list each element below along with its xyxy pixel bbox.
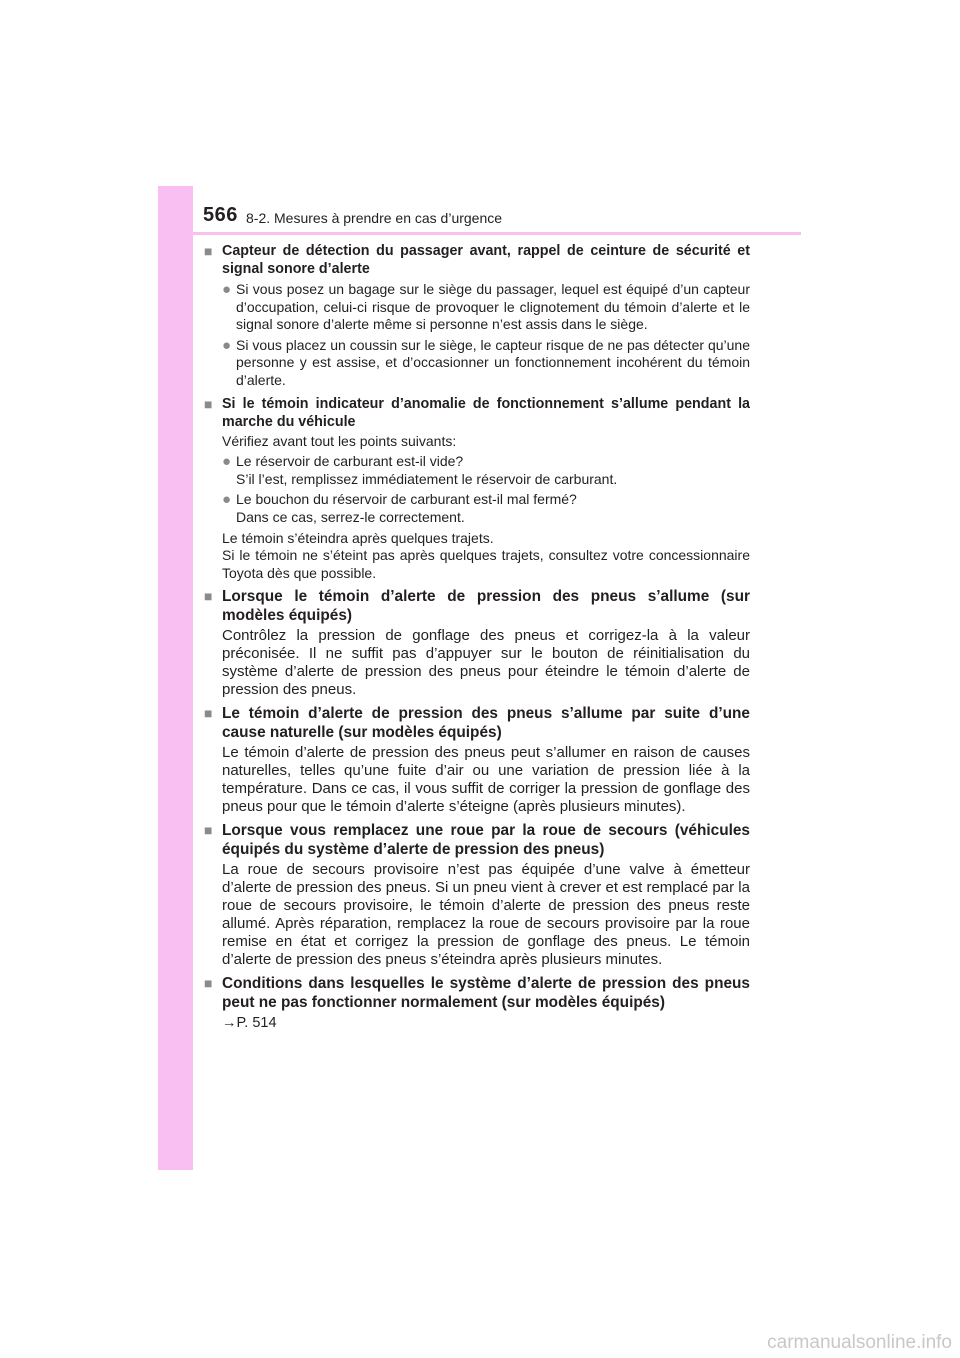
square-bullet-icon: ■ xyxy=(204,588,213,605)
section-body: Le témoin d’alerte de pression des pneus peut s’allumer en raison de causes naturelles, telles qu’une fuite d’air ou une variation de pression liée à la température. Dans ce cas, il vous suffit de corriger la pression de gonflage des pneus pour que le témoin d’alerte s’éteigne (après plusieurs minutes). xyxy=(222,744,750,816)
section-abnormal-conditions xyxy=(204,974,750,1032)
list-item xyxy=(222,491,750,526)
section-heading: Le témoin d’alerte de pression des pneus s’allume par suite d’une cause naturelle (sur modèles équipés) xyxy=(222,705,750,742)
section-heading: Capteur de détection du passager avant, rappel de ceinture de sécurité et signal sonore d’alerte xyxy=(222,243,750,277)
list-item-question: Le réservoir de carburant est-il vide? xyxy=(236,453,464,470)
main-content xyxy=(204,242,750,1034)
section-heading: Lorsque le témoin d’alerte de pression des pneus s’allume (sur modèles équipés) xyxy=(222,588,750,625)
page-number: 566 xyxy=(203,204,238,226)
circle-bullet-icon: ● xyxy=(222,491,232,509)
list-item xyxy=(222,337,750,390)
list-item-text: Si vous posez un bagage sur le siège du passager, lequel est équipé d’un capteur d’occupation, celui-ci risque de provoquer le clignotement du témoin d’alerte et le signal sonore d’alerte même si personne n’est assis dans le siège. xyxy=(236,281,750,333)
list-item-answer: S’il l’est, remplissez immédiatement le réservoir de carburant. xyxy=(236,470,618,487)
section-intro: Vérifiez avant tout les points suivants: xyxy=(222,432,457,449)
square-bullet-icon: ■ xyxy=(204,243,213,259)
section-outro xyxy=(222,530,750,583)
section-heading: Conditions dans lesquelles le système d’alerte de pression des pneus peut ne pas fonctionner normalement (sur modèles équipés) xyxy=(222,975,750,1012)
square-bullet-icon: ■ xyxy=(204,975,213,992)
section-heading: Si le témoin indicateur d’anomalie de fonctionnement s’allume pendant la marche du véhicule xyxy=(222,395,750,430)
section-body: La roue de secours provisoire n’est pas équipée d’une valve à émetteur d’alerte de pression des pneus. Si un pneu vient à crever et est remplacé par la roue de secours provisoire, le témoin d’alerte de pression des pneus reste allumé. Après réparation, remplacez la roue de secours provisoire par la roue remise en état et corrigez la pression de gonflage des pneus. Le témoin d’alerte de pression des pneus s’éteindra après plusieurs minutes. xyxy=(222,861,750,969)
circle-bullet-icon: ● xyxy=(222,281,232,298)
page-reference-link[interactable]: →P. 514 xyxy=(222,1015,277,1032)
section-spare-wheel xyxy=(204,821,750,972)
list-item-answer: Dans ce cas, serrez-le correctement. xyxy=(236,508,465,525)
outro-line: Le témoin s’éteindra après quelques trajets. xyxy=(222,529,494,546)
section-body: Contrôlez la pression de gonflage des pneus et corrigez-la à la valeur préconisée. Il ne suffit pas d’appuyer sur le bouton de réinitialisation du système d’alerte de pression des pneus pour éteindre le témoin d’alerte de pression des pneus. xyxy=(222,627,750,699)
circle-bullet-icon: ● xyxy=(222,336,232,354)
list-item xyxy=(222,453,750,488)
section-title: 8-2. Mesures à prendre en cas d’urgence xyxy=(246,210,503,226)
watermark: carmanualsonline.info xyxy=(767,1332,952,1353)
square-bullet-icon: ■ xyxy=(204,705,213,722)
square-bullet-icon: ■ xyxy=(204,822,213,839)
list-item xyxy=(222,281,750,334)
section-natural-cause xyxy=(204,704,750,819)
section-passenger-sensor xyxy=(204,242,750,393)
section-malfunction-indicator xyxy=(204,395,750,586)
header-rule xyxy=(158,232,801,235)
square-bullet-icon: ■ xyxy=(204,395,213,412)
circle-bullet-icon: ● xyxy=(222,453,232,471)
outro-line: Si le témoin ne s’éteint pas après quelques trajets, consultez votre concessionnaire Toyota dès que possible. xyxy=(222,547,750,581)
sidebar-color-band xyxy=(158,186,193,1170)
list-item-text: Si vous placez un coussin sur le siège, le capteur risque de ne pas détecter qu’une personne y est assise, et d’occasionner un fonctionnement incohérent du témoin d’alerte. xyxy=(236,336,750,388)
section-tire-pressure-warning xyxy=(204,587,750,702)
section-heading: Lorsque vous remplacez une roue par la roue de secours (véhicules équipés du système d’alerte de pression des pneus) xyxy=(222,822,750,859)
list-item-question: Le bouchon du réservoir de carburant est-il mal fermé? xyxy=(236,491,577,508)
